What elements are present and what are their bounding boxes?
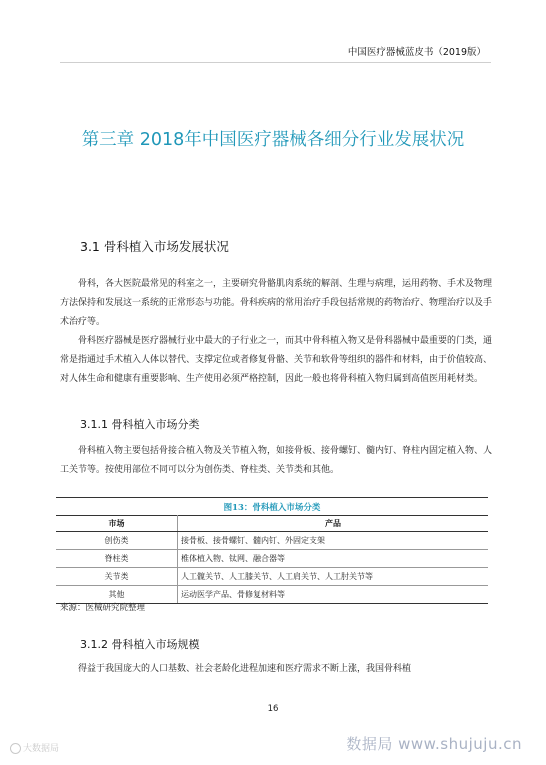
paragraph: 骨科医疗器械是医疗器械行业中最大的子行业之一，而其中骨科植入物又是骨科器械中最重要的门类，通常是指通过手术植入人体以替代、支撑定位或者修复骨骼、关节和软骨等组织的器件和材料，由于价值较高、对人体生命和健康有重要影响、生产使用必须严格控制，因此一般也将骨科植入物归属到高值医用耗材类。 bbox=[60, 336, 493, 384]
market-cell: 脊柱类 bbox=[56, 550, 178, 568]
product-cell: 运动医学产品、骨修复材料等 bbox=[178, 586, 489, 604]
watermark-left bbox=[10, 741, 59, 754]
paragraph: 得益于我国庞大的人口基数、社会老龄化进程加速和医疗需求不断上涨，我国骨科植 bbox=[78, 664, 412, 674]
header-divider bbox=[60, 62, 491, 63]
section-body bbox=[60, 275, 492, 389]
subsection-heading: 3.1.2 骨科植入市场规模 bbox=[80, 638, 200, 651]
subsection-heading: 3.1.1 骨科植入市场分类 bbox=[80, 418, 200, 431]
product-cell: 椎体植入物、钛网、融合器等 bbox=[178, 550, 489, 568]
table-row bbox=[56, 550, 488, 568]
column-header-product: 产品 bbox=[178, 516, 489, 532]
table-source: 来源：医械研究院整理 bbox=[60, 603, 146, 613]
header-title: 中国医疗器械蓝皮书（2019版） bbox=[347, 47, 486, 58]
market-cell: 其他 bbox=[56, 586, 178, 604]
table-row bbox=[56, 568, 488, 586]
table-caption: 图13：骨科植入市场分类 bbox=[223, 503, 321, 513]
watermark-left-text: 大数据局 bbox=[23, 744, 60, 754]
product-cell: 人工髋关节、人工膝关节、人工肩关节、人工肘关节等 bbox=[178, 568, 489, 586]
section-heading: 3.1 骨科植入市场发展状况 bbox=[80, 239, 229, 254]
chapter-title: 第三章 2018年中国医疗器械各细分行业发展状况 bbox=[81, 130, 465, 150]
market-cell: 关节类 bbox=[56, 568, 178, 586]
paragraph: 骨科植入物主要包括骨接合植入物及关节植入物，如接骨板、接骨螺钉、髓内钉、脊柱内固定植入物、人工关节等。按使用部位不同可以分为创伤类、脊柱类、关节类和其他。 bbox=[60, 446, 493, 475]
table-header-row bbox=[56, 516, 488, 532]
watermark-right: 数据局 www.shujuju.cn bbox=[346, 735, 522, 753]
paragraph: 骨科，各大医院最常见的科室之一，主要研究骨骼肌肉系统的解剖、生理与病理，运用药物、手术及物理方法保持和发展这一系统的正常形态与功能。骨科疾病的常用治疗手段包括常规的药物治疗、物理治疗以及手术治疗等。 bbox=[60, 279, 493, 327]
classification-table bbox=[56, 497, 488, 604]
table bbox=[56, 515, 488, 604]
column-header-market: 市场 bbox=[56, 516, 178, 532]
subsection-body bbox=[60, 660, 492, 679]
watermark-logo-icon bbox=[10, 743, 21, 754]
page-number: 16 bbox=[267, 704, 279, 714]
product-cell: 接骨板、接骨螺钉、髓内钉、外固定支架 bbox=[178, 532, 489, 550]
market-cell: 创伤类 bbox=[56, 532, 178, 550]
subsection-body bbox=[60, 442, 492, 480]
table-row bbox=[56, 532, 488, 550]
